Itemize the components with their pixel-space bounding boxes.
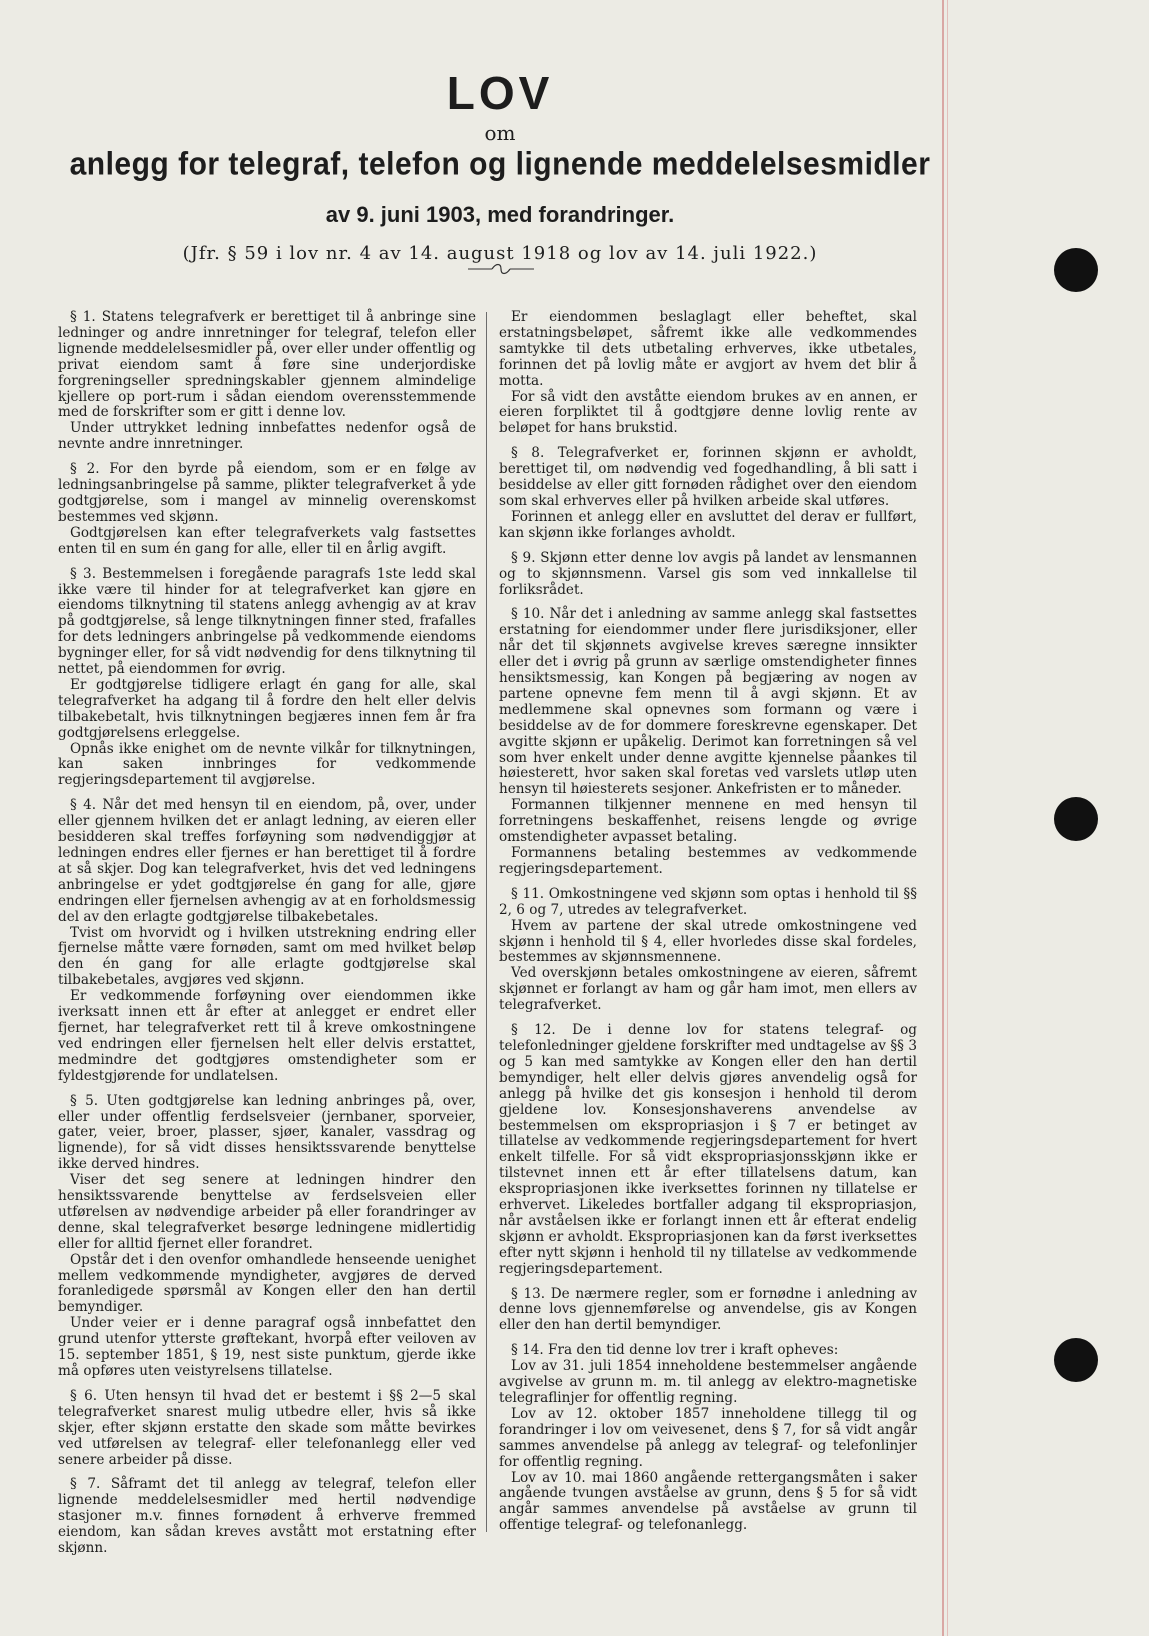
paragraph: Hvem av partene der skal utrede omkostningene ved skjønn i henhold til § 4, eller hvorledes disse skal fordeles, bestemmes av skjønnsmennene. xyxy=(499,917,917,966)
paragraph: Lov av 12. oktober 1857 inneholdene tillegg til og forandringer i lov om veivesenet, dens § 7, for så vidt angår sammes anvendelse på anlegg av telegraf- og telefonlinjer for offentlig regning. xyxy=(499,1405,917,1470)
paragraph: Er godtgjørelse tidligere erlagt én gang for alle, skal telegrafverket ha adgang til å fordre den helt eller delvis tilbakebetalt, hvis tilknytningen begjæres innen fem år fra godtgjørelsens erleggelse. xyxy=(58,676,476,741)
paragraph: § 9. Skjønn etter denne lov avgis på landet av lensmannen og to skjønnsmenn. Varsel gis som ved innkallelse til forliksrådet. xyxy=(499,549,917,598)
paragraph: Forinnen et anlegg eller en avsluttet del derav er fullført, kan skjønn ikke forlanges avholdt. xyxy=(499,508,917,541)
left-column xyxy=(58,310,476,1557)
paragraph: Lov av 10. mai 1860 angående rettergangsmåten i saker angående tvungen avståelse av grunn, dens § 5 for så vidt angår sammes anvendelse på avståelse av grunn til offentige telegraf- og telefonanlegg. xyxy=(499,1469,917,1534)
paragraph: Tvist om hvorvidt og i hvilken utstrekning endring eller fjernelse måtte være fornøden, samt om med hvilket beløp den én gang for alle erlagte godtgjørelse skal tilbakebetales, avgjøres ved skjønn. xyxy=(58,924,476,989)
paragraph: Er eiendommen beslaglagt eller beheftet, skal erstatningsbeløpet, såfremt ikke alle vedkommendes samtykke til dets utbetaling erhverves, ikke utbetales, forinnen det på lovlig måte er avgjort av hvem det blir å motta. xyxy=(499,309,917,389)
paragraph: Ved overskjønn betales omkostningene av eieren, såfremt skjønnet er forlangt av ham og går ham imot, men ellers av telegrafverket. xyxy=(499,965,917,1014)
paragraph: Viser det seg senere at ledningen hindrer den hensiktssvarende benyttelse av ferdselsveien eller utførelsen av nødvendige arbeider på eller forandringer av denne, skal telegrafverket besørge ledningene midlertidig eller for alltid fjernet eller forandret. xyxy=(58,1172,476,1252)
paragraph: § 8. Telegrafverket er, forinnen skjønn er avholdt, berettiget til, om nødvendig ved fogedhandling, å bli satt i besiddelse av eller gitt fornøden rådighet over den eiendom som skal erhverves eller på hvilken arbeide skal utføres. xyxy=(499,445,917,509)
paragraph: Er vedkommende forføyning over eiendommen ikke iverksatt innen ett år efter at anlegget er endret eller fjernet, har telegrafverket rett til å kreve omkostningene ved endringen eller fjernelsen helt eller delvis erstattet, medmindre det godtgjøres omstendigheter som er fyldestgjørende for undlatelsen. xyxy=(58,988,476,1084)
paragraph: § 11. Omkostningene ved skjønn som optas i henhold til §§ 2, 6 og 7, utredes av telegrafverket. xyxy=(499,885,917,918)
paragraph: § 5. Uten godtgjørelse kan ledning anbringes på, over, eller under offentlig ferdselsveier (jernbaner, sporveier, gater, veier, broer, plasser, sjøer, kanaler, vassdrag og lignende), for så vidt disses hensiktssvarende benyttelse ikke derved hindres. xyxy=(58,1092,476,1173)
paragraph: Opstår det i den ovenfor omhandlede henseende uenighet mellem vedkommende myndigheter, avgjøres de derved foranledigede spørsmål av Kongen eller den han dertil bemyndiger. xyxy=(58,1251,476,1316)
document-title: LOV xyxy=(446,67,554,119)
document-reference: (Jfr. § 59 i lov nr. 4 av 14. august 1918 og lov av 14. juli 1922.) xyxy=(182,243,818,264)
paragraph: § 14. Fra den tid denne lov trer i kraft opheves: xyxy=(511,1342,839,1359)
paragraph: § 7. Såframt det til anlegg av telegraf, telefon eller lignende meddelelsesmidler med hertil nødvendige stasjoner m.v. finnes fornødent å erhverve fremmed eiendom, kan sådan kreves avstått mot erstatning efter skjønn. xyxy=(58,1476,476,1557)
document-date-line: av 9. juni 1903, med forandringer. xyxy=(325,202,675,227)
ornament-divider-icon xyxy=(466,262,536,276)
paragraph: § 13. De nærmere regler, som er fornødne i anledning av denne lovs gjennemførelse og anvendelse, gis av Kongen eller den han dertil bemyndiger. xyxy=(499,1285,917,1334)
paragraph: § 1. Statens telegrafverk er berettiget til å anbringe sine ledninger og andre innretninger for telegraf, telefon eller lignende meddelelsesmidler på, over eller under offentlig og privat eiendom samt å føre sine underjordiske forgreningseller spredningskabler gjennem almindelige kjellere op port-rum i sådan eiendom overensstemmende med de forskrifter som er gitt i denne lov. xyxy=(58,309,476,421)
paragraph: § 12. De i denne lov for statens telegraf- og telefonledninger gjeldene forskrifter med undtagelse av §§ 3 og 5 kan med samtykke av Kongen eller den han dertil bemyndiger, helt eller delvis gjøres anvendelig også for anlegg på hvilke det gis konsesjon i henhold til derom gjeldene lov. Konsesjonshaverens anvendelse av bestemmelsen om ekspropriasjon i § 7 er betinget av tillatelse av vedkommende regjeringsdepartement for hvert enkelt tilfelle. For så vidt ekspropriasjonsskjønn ikke er tilstevnet innen ett år efter tillatelsens datum, kan ekspropriasjonen ikke iverksettes forinnen ny tillatelse er erhvervet. Likeledes bortfaller adgang til ekspropriasjon, når avståelsen ikke er forlangt innen ett år efterat endelig skjønn er avholdt. Ekspropriasjonen kan da først iverksettes efter nytt skjønn i henhold til ny tillatelse av vedkommende regjeringsdepartement. xyxy=(499,1022,917,1277)
document-subject: anlegg for telegraf, telefon og lignende meddelelsesmidler xyxy=(69,146,931,183)
punch-hole-middle xyxy=(1054,797,1098,841)
paragraph: Under uttrykket ledning innbefattes nedenfor også de nevnte andre innretninger. xyxy=(58,420,476,453)
paragraph: Lov av 31. juli 1854 inneholdene bestemmelser angående avgivelse av grunn m. m. til anlegg av elektro-magnetiske telegraflinjer for offentlig regning. xyxy=(499,1358,917,1406)
paragraph: Formannen tilkjenner mennene en med hensyn til forretningens beskaffenhet, reisens lengde og øvrige omstendigheter avpasset betaling. xyxy=(499,797,917,846)
punch-hole-top xyxy=(1054,248,1098,292)
paragraph: § 3. Bestemmelsen i foregående paragrafs 1ste ledd skal ikke være til hinder for at telegrafverket kan gjøre en eiendoms tilknytning til statens anlegg avhengig av at krav på godtgjørelse, så lenge tilknytningen finner sted, frafalles for dets ledningers anbringelse på vedkommende eiendoms bygninger eller, for så vidt nødvendig for dens tilknytning til nettet, på eiendommen for øvrig. xyxy=(58,565,476,678)
paragraph: Opnås ikke enighet om de nevnte vilkår for tilknytningen, kan saken innbringes for vedkommende regjeringsdepartement til avgjørelse. xyxy=(58,740,476,789)
right-column xyxy=(499,310,917,1534)
paragraph: § 4. Når det med hensyn til en eiendom, på, over, under eller gjennem hvilken det er anlagt ledning, av eieren eller besidderen skal treffes forføyning som nødvendiggjør at ledningen endres eller fjernes er han berettiget til å fordre at så skjer. Dog kan telegrafverket, hvis det ved ledningens anbringelse er ydet godtgjørelse én gang for alle, gjøre endringen eller fjernelsen avhengig av at en forholdsmessig del av den erlagte godtgjørelse tilbakebetales. xyxy=(58,797,476,925)
punch-hole-bottom xyxy=(1054,1338,1098,1382)
paragraph: Godtgjørelsen kan efter telegrafverkets valg fastsettes enten til en sum én gang for alle, eller til en årlig avgift. xyxy=(58,524,476,557)
paragraph: § 10. Når det i anledning av samme anlegg skal fastsettes erstatning for eiendommer under flere jurisdiksjoner, eller når det til skjønnets avgivelse kreves særegne innsikter eller det i øvrig på grunn av særlige omstendigheter finnes hensiktsmessig, kan Kongen på begjæring av nogen av partene opnevne fem menn til å avgi skjønn. Et av medlemmene skal opnevnes som formann og være i besiddelse av de for dommere foreskrevne egenskaper. Det avgitte skjønn er upåkelig. Derimot kan forretningen så vel som hver enkelt under denne avgitte kjennelse påankes til høiesterett, hvor saken skal foretas ved varslets utløp uten hensyn til høiesterets sesjoner. Ankefristen er to måneder. xyxy=(499,606,917,798)
column-divider xyxy=(486,312,487,1532)
paragraph: § 6. Uten hensyn til hvad det er bestemt i §§ 2—5 skal telegrafverket snarest mulig utbedre eller, hvis så ikke skjer, efter skjønn erstatte den skade som måtte bevirkes ved utførelsen av telegraf- eller telefonanlegg eller ved senere arbeider på disse. xyxy=(58,1387,476,1468)
paragraph: Under veier er i denne paragraf også innbefattet den grund utenfor ytterste grøftekant, hvorpå efter veiloven av 15. september 1851, § 19, nest siste punktum, gjerde ikke må opføres uten veistyrelsens tillatelse. xyxy=(58,1315,476,1379)
title-connector: om xyxy=(484,121,516,145)
paragraph: For så vidt den avståtte eiendom brukes av en annen, er eieren forpliktet til å godtgjøre denne lovlig rente av beløpet for hans brukstid. xyxy=(499,388,917,437)
paragraph: § 2. For den byrde på eiendom, som er en følge av ledningsanbringelse på samme, plikter telegrafverket å yde godtgjørelse, som i mangel av minnelig overenskomst bestemmes ved skjønn. xyxy=(58,461,476,525)
paragraph: Formannens betaling bestemmes av vedkommende regjeringsdepartement. xyxy=(499,845,917,877)
